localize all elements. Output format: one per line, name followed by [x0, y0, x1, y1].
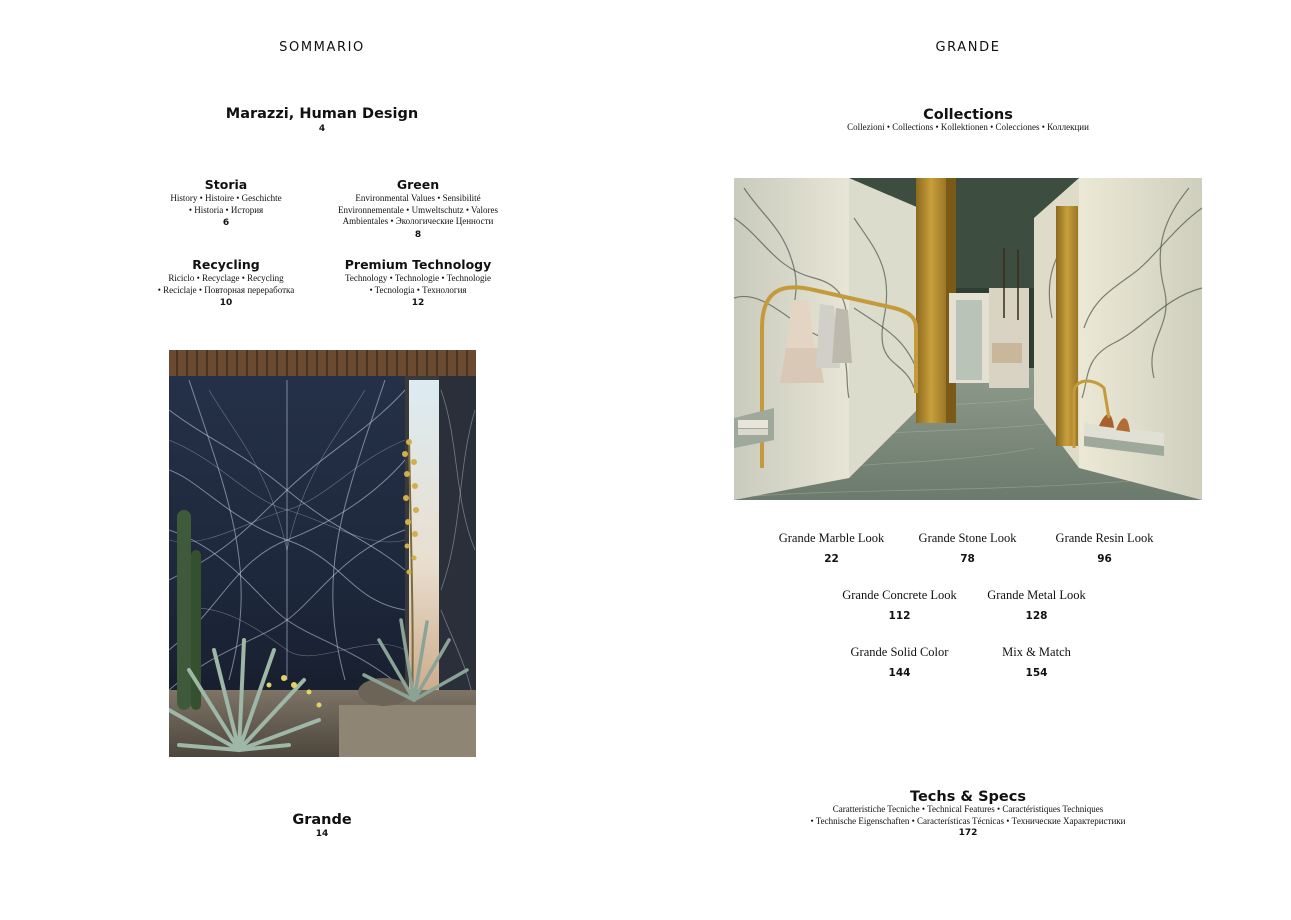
toc-section-green[interactable]: [318, 177, 518, 240]
toc-intro[interactable]: [172, 106, 472, 134]
collection-grande-metal-look[interactable]: [976, 588, 1097, 622]
marble-cactus-photo: [169, 350, 476, 757]
collections-title: Collections: [923, 107, 1013, 123]
techs-specs[interactable]: [768, 789, 1168, 838]
toc-section-subtitle-line: • Historia • История: [188, 204, 264, 215]
collection-grande-marble-look[interactable]: [771, 531, 892, 565]
techs-specs-subtitle-line: Caratteristiche Tecniche • Technical Features • Caractéristiques Techniques: [832, 804, 1104, 814]
toc-section-subtitle-line: Ambientales • Экологические Ценности: [342, 216, 494, 226]
collection-grande-solid-color[interactable]: [839, 645, 960, 679]
toc-section-storia[interactable]: [146, 177, 306, 228]
techs-specs-subtitle-line: • Technische Eigenschaften • Características Técnicas • Технические Характеристики: [810, 815, 1126, 826]
collection-mix-and-match[interactable]: [976, 645, 1097, 679]
toc-section-subtitle-line: Technology • Technologie • Technologie: [344, 273, 492, 283]
collection-page: 144: [888, 667, 911, 679]
toc-intro-page: 4: [318, 124, 326, 134]
boutique-interior-photo: [734, 178, 1202, 500]
toc-section-recycling[interactable]: [141, 257, 311, 308]
toc-footer-grande[interactable]: [222, 812, 422, 839]
collection-page: 112: [888, 610, 911, 622]
collection-grande-stone-look[interactable]: [907, 531, 1028, 565]
collection-grande-resin-look[interactable]: [1044, 531, 1165, 565]
toc-section-subtitle-line: • Reciclaje • Повторная переработка: [157, 284, 295, 295]
collection-name: Grande Resin Look: [1055, 531, 1154, 545]
toc-section-subtitle-line: • Tecnologia • Технология: [369, 284, 467, 295]
collections-heading[interactable]: [818, 107, 1118, 132]
toc-section-title: Green: [396, 177, 440, 192]
toc-section-title: Recycling: [192, 257, 260, 272]
toc-intro-title: Marazzi, Human Design: [225, 106, 419, 122]
left-page-header: SOMMARIO: [279, 40, 365, 55]
collection-name: Grande Marble Look: [778, 531, 885, 545]
collection-page: 128: [1025, 610, 1048, 622]
toc-section-page: 12: [411, 298, 425, 308]
toc-footer-page: 14: [315, 829, 329, 839]
techs-specs-page: 172: [958, 828, 978, 838]
collection-page: 78: [960, 553, 975, 565]
techs-specs-title: Techs & Specs: [910, 789, 1026, 805]
toc-section-title: Premium Technology: [344, 257, 492, 272]
collection-page: 154: [1025, 667, 1048, 679]
collection-name: Grande Concrete Look: [842, 588, 957, 602]
right-page-header: GRANDE: [935, 40, 1001, 55]
toc-section-subtitle-line: Environnementale • Umweltschutz • Valores: [337, 204, 499, 215]
collection-name: Grande Stone Look: [918, 531, 1017, 545]
collection-page: 96: [1097, 553, 1112, 565]
collection-name: Grande Solid Color: [850, 645, 949, 659]
collections-subtitle: Collezioni • Collections • Kollektionen • Colecciones • Коллекции: [847, 122, 1089, 132]
toc-section-page: 10: [219, 298, 233, 308]
toc-section-subtitle-line: Riciclo • Recyclage • Recycling: [168, 273, 284, 283]
collection-page: 22: [824, 553, 839, 565]
toc-section-subtitle-line: Environmental Values • Sensibilité: [355, 193, 481, 203]
collection-name: Grande Metal Look: [987, 588, 1086, 602]
toc-section-subtitle-line: History • Histoire • Geschichte: [170, 193, 282, 203]
toc-section-page: 6: [222, 218, 230, 228]
collection-name: Mix & Match: [1002, 645, 1071, 659]
toc-section-title: Storia: [204, 177, 248, 192]
toc-section-premium-technology[interactable]: [318, 257, 518, 308]
collection-grande-concrete-look[interactable]: [839, 588, 960, 622]
toc-section-page: 8: [414, 229, 422, 240]
toc-footer-title: Grande: [292, 812, 352, 828]
